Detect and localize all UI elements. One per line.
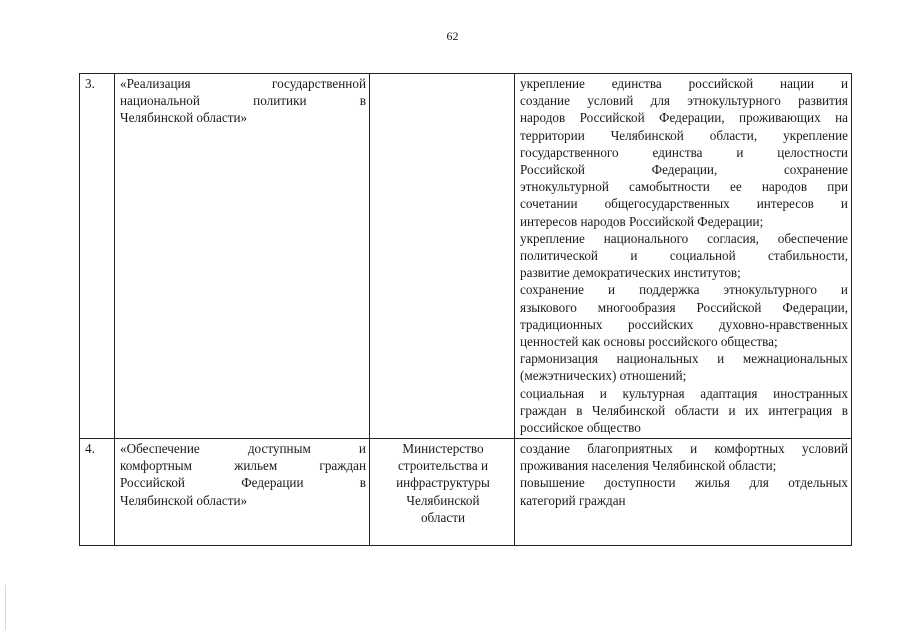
program-name-line: национальной политики в <box>120 93 366 109</box>
executor-cell <box>370 439 515 546</box>
goal-line: Российской Федерации, сохранение <box>520 162 848 178</box>
executor-line: инфраструктуры <box>396 475 490 491</box>
goal-line: сочетании общегосударственных интересов и <box>520 196 848 212</box>
goal-line: повышение доступности жилья для отдельных <box>520 475 848 491</box>
goals-cell <box>515 439 852 546</box>
executor-cell <box>370 74 515 439</box>
program-name-cell <box>115 74 370 439</box>
goal-line: проживания населения Челябинской области; <box>520 458 777 474</box>
goal-line: развитие демократических институтов; <box>520 265 741 281</box>
row-number: 4. <box>80 439 115 546</box>
goal-line: российское общество <box>520 420 641 436</box>
goal-line: социальная и культурная адаптация иностранных <box>520 385 848 401</box>
program-name-line: комфортным жильем граждан <box>120 458 366 474</box>
goal-line: ценностей как основы российского общества; <box>520 334 778 350</box>
goal-line: государственного единства и целостности <box>520 144 848 160</box>
program-name-line: «Реализация государственной <box>120 76 366 91</box>
goal-line: политической и социальной стабильности, <box>520 248 848 264</box>
executor-line: области <box>420 509 466 525</box>
goal-line: (межэтнических) отношений; <box>520 368 687 384</box>
program-name-cell <box>115 439 370 546</box>
goal-line: категорий граждан <box>520 492 626 508</box>
goal-line: территории Челябинской области, укрепление <box>520 127 848 143</box>
table-row <box>80 74 852 439</box>
program-name-line: Челябинской области» <box>120 492 248 508</box>
goal-line: языкового многообразия Российской Федерации, <box>520 299 848 315</box>
executor-line: строительства и <box>397 458 489 474</box>
table-row <box>80 439 852 546</box>
program-name-line: Челябинской области» <box>120 110 248 126</box>
goals-cell <box>515 74 852 439</box>
program-table <box>79 73 852 546</box>
row-number: 3. <box>80 74 115 439</box>
executor-line: Челябинской <box>406 492 480 508</box>
goal-line: народов Российской Федерации, проживающих на <box>520 110 848 126</box>
goal-line: сохранение и поддержка этнокультурного и <box>520 282 848 298</box>
goal-line: укрепление национального согласия, обеспечение <box>520 230 848 246</box>
goal-line: традиционных российских духовно-нравственных <box>520 316 848 332</box>
goal-line: интересов народов Российской Федерации; <box>520 213 764 229</box>
goal-line: этнокультурной самобытности ее народов при <box>520 179 848 195</box>
executor-line: Министерство <box>402 441 484 456</box>
program-name-line: Российской Федерации в <box>120 475 366 491</box>
page-number: 62 <box>446 29 459 43</box>
program-name-line: «Обеспечение доступным и <box>120 441 366 456</box>
goal-line: создание благоприятных и комфортных условий <box>520 441 848 456</box>
goal-line: создание условий для этнокультурного развития <box>520 93 848 109</box>
goal-line: граждан в Челябинской области и их интеграция в <box>520 402 848 418</box>
goal-line: гармонизация национальных и межнациональных <box>520 351 848 367</box>
goal-line: укрепление единства российской нации и <box>520 76 848 91</box>
scan-margin-mark <box>5 585 6 630</box>
